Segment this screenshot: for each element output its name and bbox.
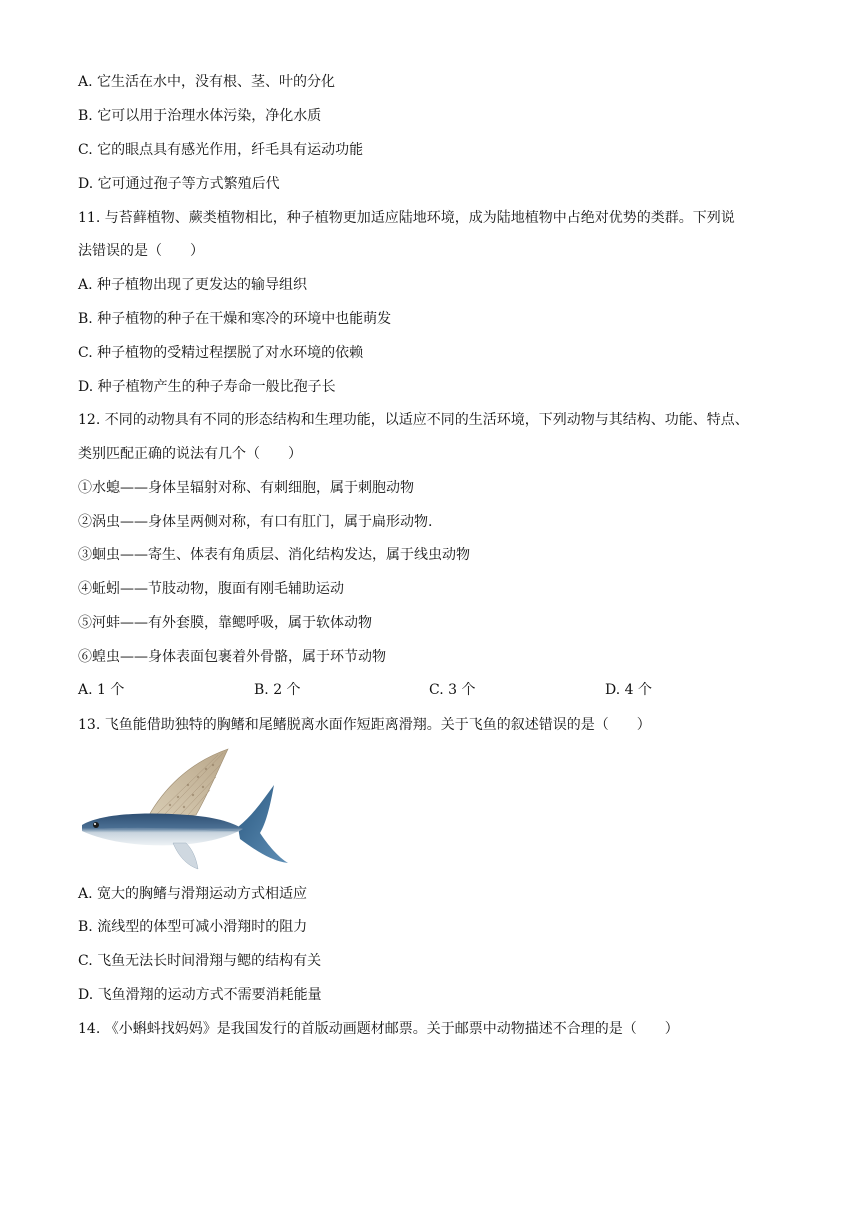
- q10-option-a: A. 它生活在水中，没有根、茎、叶的分化: [78, 74, 336, 90]
- q13-option-b: B. 流线型的体型可减小滑翔时的阻力: [78, 919, 308, 935]
- q10-option-d: D. 它可通过孢子等方式繁殖后代: [78, 176, 280, 192]
- q12-stem-line2: 类别匹配正确的说法有几个（ ）: [78, 446, 302, 462]
- q13-stem: 13. 飞鱼能借助独特的胸鳍和尾鳍脱离水面作短距离滑翔。关于飞鱼的叙述错误的是（ ）: [78, 717, 651, 733]
- q12-option-d: D. 4 个: [605, 682, 652, 698]
- q13-option-c: C. 飞鱼无法长时间滑翔与鳃的结构有关: [78, 953, 322, 969]
- q11-option-c: C. 种子植物的受精过程摆脱了对水环境的依赖: [78, 345, 364, 361]
- q14-stem: 14. 《小蝌蚪找妈妈》是我国发行的首版动画题材邮票。关于邮票中动物描述不合理的是（ ）: [78, 1021, 679, 1037]
- q11-option-b: B. 种子植物的种子在干燥和寒冷的环境中也能萌发: [78, 311, 392, 327]
- q12-options-row: [78, 680, 778, 700]
- q12-stem-line1: 12. 不同的动物具有不同的形态结构和生理功能，以适应不同的生活环境，下列动物与其结构、功能、特点、: [78, 412, 749, 428]
- q13-option-a: A. 宽大的胸鳍与滑翔运动方式相适应: [78, 886, 308, 902]
- q12-item-4: ④蚯蚓——节肢动物，腹面有刚毛辅助运动: [78, 581, 344, 597]
- q10-option-c: C. 它的眼点具有感光作用，纤毛具有运动功能: [78, 142, 364, 158]
- q11-stem-line1: 11. 与苔藓植物、蕨类植物相比，种子植物更加适应陆地环境，成为陆地植物中占绝对优势的类群。下列说: [78, 210, 735, 226]
- q11-option-a: A. 种子植物出现了更发达的输导组织: [78, 277, 308, 293]
- flying-fish-illustration: [78, 745, 290, 870]
- q12-option-c: C. 3 个: [429, 682, 476, 698]
- q12-option-a: A. 1 个: [78, 682, 125, 698]
- q13-option-d: D. 飞鱼滑翔的运动方式不需要消耗能量: [78, 987, 322, 1003]
- q12-item-3: ③蛔虫——寄生、体表有角质层、消化结构发达，属于线虫动物: [78, 547, 470, 563]
- q11-option-d: D. 种子植物产生的种子寿命一般比孢子长: [78, 379, 336, 395]
- q12-item-6: ⑥蝗虫——身体表面包裹着外骨骼，属于环节动物: [78, 649, 386, 665]
- q12-item-5: ⑤河蚌——有外套膜，靠鳃呼吸，属于软体动物: [78, 615, 372, 631]
- q12-item-1: ①水螅——身体呈辐射对称、有刺细胞，属于刺胞动物: [78, 480, 414, 496]
- q10-option-b: B. 它可以用于治理水体污染，净化水质: [78, 108, 322, 124]
- q12-option-b: B. 2 个: [254, 682, 301, 698]
- q11-stem-line2: 法错误的是（ ）: [78, 243, 204, 259]
- q12-item-2: ②涡虫——身体呈两侧对称，有口有肛门，属于扁形动物.: [78, 514, 433, 530]
